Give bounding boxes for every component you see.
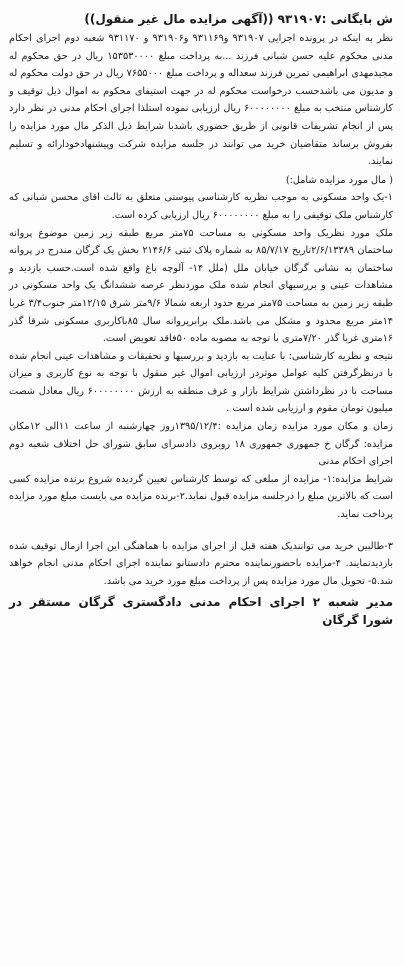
- notice-title: ش بایگانی :۹۳۱۹۰۷ ((آگهی مزایده مال غیر منقول)): [84, 12, 393, 26]
- auction-conditions: شرایط مزایده:۱- مزایده از مبلغی که توسط کارشناس تعیین گردیده شروع برنده مزایده کسی است که بالاترین مبلغ را درجلسه مزایده قبول نماید.۲-برنده مزایده می بایست مبلغ مورد مزایده پرداخت نماید.: [9, 473, 393, 521]
- auction-conditions-continued: ۳-طالبین خرید می توانندیک هفته قبل از اجرای مزایده با هماهنگی این اجرا ازمال توقیف شده بازدیدنمایند. ۴-مزایده باحضورنماینده محترم دادستانو نماینده اجرای احکام مدنی انجام خواهد شد.۵- تحویل مال مورد مزایده پس از پرداخت مبلغ مورد خرید می باشد.: [9, 540, 393, 587]
- property-item-1: ۱-یک واحد مسکونی به موجب نظریه کارشناسی پیوستی متعلق به ثالث اقای محسن شبانی که کارشناس ملک توقیفی را به مبلغ ۶۰۰۰۰۰۰۰۰ ریال ارزیابی کرده است.: [9, 192, 393, 221]
- property-heading: ( مال مورد مزایده شامل:): [285, 174, 393, 186]
- intro-paragraph: نظر به اینکه در پرونده اجرایی ۹۳۱۹۰۷ و۹۳۱۱۶۹ و۹۳۱۹۰۶ و ۹۳۱۱۷۰ شعبه دوم اجرای احکام مدنی محکوم علیه حسن شبانی فرزند ...به پرداخت مبلغ ۱۵۳۵۳۰۰۰۰ ریال در حق محکوم له مجیدمهدی ابراهیمی تمرین فرزند سعداله و پرداخت مبلغ ۷۶۵۵۰۰۰ ریال در حق دولت محکوم له و مدیون می باشدحسب درخواست محکوم له در جهت استیفای محکوم به اموال ذیل توقیف و کارشناس منتخب به مبلغ ۶۰۰۰۰۰۰۰۰ ریال ارزیابی نموده استلذا اجرای احکام مدنی در نظر دارد پس از انجام تشریفات قانونی از طریق حضوری باشدبا شرایط ذیل الذکر مال مورد مزایده را بفروش برساند متقاضیان خرید می توانند در جلسه مزایده شرکت وپیشنهادخودارائه و تسلیم نمایند.: [9, 33, 394, 168]
- paragraph-gap: [9, 524, 393, 538]
- signature-line: مدیر شعبه ۲ اجرای احکام مدنی دادگستری گرگان مستقر در شورا گرگان: [9, 595, 393, 628]
- property-description: ملک مورد نظریک واحد مسکونی به مساحت ۷۵متر مربع طبقه زیر زمین موضوع پروانه ساختمان ۲/۶/۱۳۳۸۹تاریخ ۸۵/۷/۱۷ به شماره پلاک ثبتی ۲۱۴۶/۶ بخش یک گرگان مندرج در پروانه ساختمان به نشانی گرگان خیابان ملل (ملل ۱۴- آلوچه باغ واقع شده است.حسب بازدید و مشاهدات عینی و بررسیهای انجام شده ملک موردنظر عرصه ششدانگ یک واحد مسکونی در طبقه زیر زمین به مساحت ۷۵متر مربع حدود اربعه شمالا ۹/۶متر شرق ۱۲/۱۵متر جنوب۳/۴ غربا ۱۴متر مربع محدود و مشکل می باشد.ملک برابرپروانه سال ۸۵باکاربری مسکونی شرقا گذر ۱۶متری غربا گذر ۷/۲۰متری با توجه به مصوبه ماده ۵۰فاقد تعویض است.: [9, 227, 393, 345]
- expert-conclusion: نتیجه و نظریه کارشناسی: با عنایت به بازدید و بررسیها و تحقیقات و مشاهدات عینی انجام شده با درنظرگرفتن کلیه عوامل موثردر ارزیابی اموال غیر منقول با توجه به نوع کاربری و میزان مساحت با در نظرداشتن شرایط بازار و عرف منطقه به ارزش ۶۰۰۰۰۰۰۰۰ ریال معادل شصت میلیون تومان مقوم و ارزیابی شده است .: [9, 350, 393, 415]
- auction-schedule: زمان و مکان مورد مزایده زمان مزایده :۱۳۹۵/۱۲/۴روز چهارشنبه از ساعت ۱۱الی ۱۲مکان مزایده: گرگان خ جمهوری جمهوری ۱۸ روبروی دادسرای سابق شورای حل اختلاف شعبه دوم اجرای احکام مدنی: [9, 421, 393, 468]
